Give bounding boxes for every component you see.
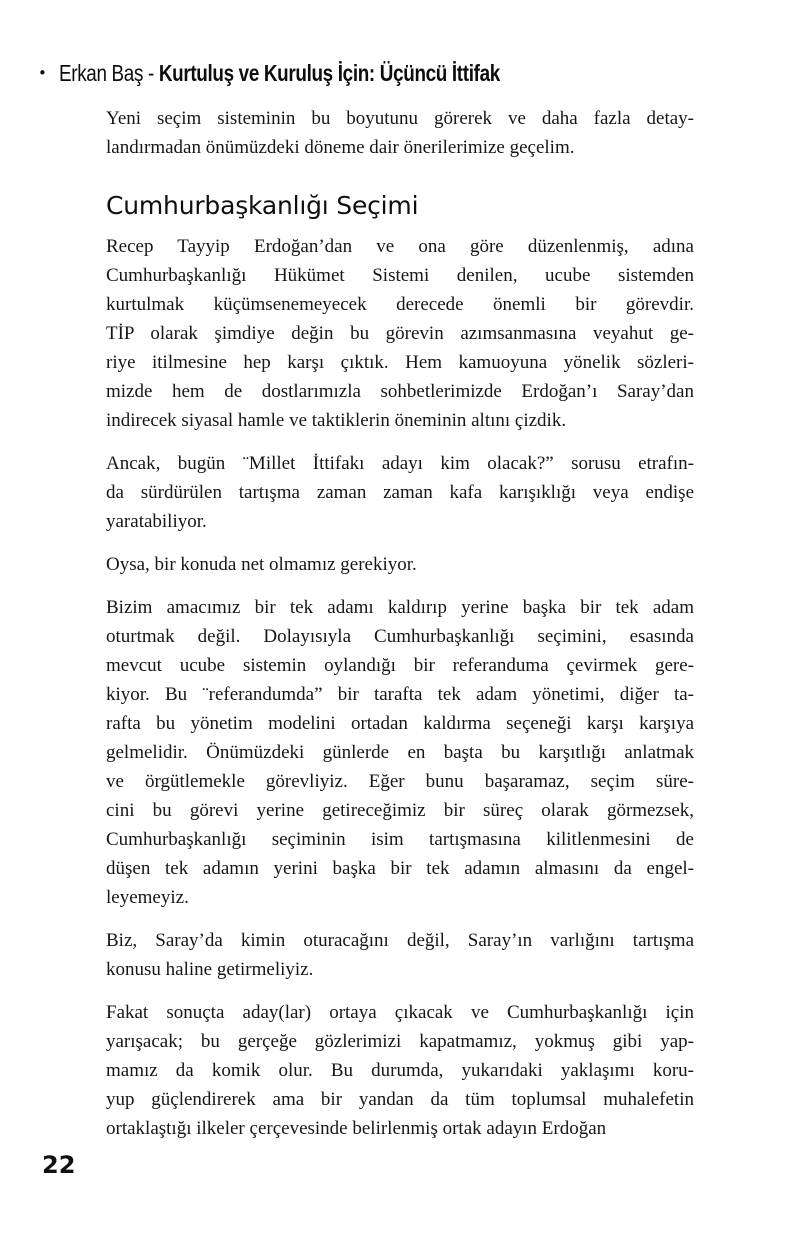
text-line: Biz, Saray’da kimin oturacağını değil, Saray’ın varlığını tartışma — [106, 930, 694, 951]
section-heading: Cumhurbaşkanlığı Seçimi — [106, 191, 419, 220]
body-paragraph — [106, 926, 694, 984]
text-line: Yeni seçim sisteminin bu boyutunu görerek ve daha fazla detay- — [106, 108, 694, 129]
text-line: yup güçlendirerek ama bir yandan da tüm toplumsal muhalefetin — [106, 1089, 694, 1110]
header-author: Erkan Baş - — [58, 60, 159, 86]
header-book-title: Kurtuluş ve Kuruluş İçin: Üçüncü İttifak — [158, 60, 500, 86]
body-paragraph — [106, 550, 694, 579]
body-paragraph — [106, 998, 694, 1143]
text-line: ortaklaştığı ilkeler çerçevesinde belirlenmiş ortak adayın Erdoğan — [106, 1118, 607, 1139]
text-line: Ancak, bugün ¨Millet İttifakı adayı kim olacak?” sorusu etrafın- — [106, 453, 694, 474]
text-line: Oysa, bir konuda net olmamız gerekiyor. — [106, 554, 417, 575]
body-paragraph — [106, 104, 694, 162]
text-line: düşen tek adamın yerini başka bir tek adamın almasını da engel- — [106, 858, 694, 879]
text-line: Fakat sonuçta aday(lar) ortaya çıkacak ve Cumhurbaşkanlığı için — [106, 1002, 694, 1023]
body-paragraph — [106, 593, 694, 912]
page-content — [106, 104, 694, 1157]
text-line: mamız da komik olur. Bu durumda, yukarıdaki yaklaşımı koru- — [106, 1060, 694, 1081]
text-line: konusu haline getirmeliyiz. — [106, 959, 314, 980]
bullet-icon: • — [38, 64, 47, 82]
text-line: ve örgütlemekle görevliyiz. Eğer bunu başaramaz, seçim süre- — [106, 771, 694, 792]
text-line: gelmelidir. Önümüzdeki günlerde en başta bu karşıtlığı anlatmak — [106, 742, 694, 763]
text-line: Cumhurbaşkanlığı seçiminin isim tartışmasına kilitlenmesini de — [106, 829, 694, 850]
text-line: mizde hem de dostlarımızla sohbetlerimizde Erdoğan’ı Saray’dan — [106, 381, 694, 402]
text-line: TİP olarak şimdiye değin bu görevin azımsanmasına veyahut ge- — [106, 323, 694, 344]
text-line: rafta bu yönetim modelini ortadan kaldırma seçeneği karşı karşıya — [106, 713, 694, 734]
text-line: Recep Tayyip Erdoğan’dan ve ona göre düzenlenmiş, adına — [106, 236, 694, 257]
text-line: kurtulmak küçümsenemeyecek derecede önemli bir görevdir. — [106, 294, 694, 315]
text-line: cini bu görevi yerine getireceğimiz bir süreç olarak görmezsek, — [106, 800, 694, 821]
text-line: leyemeyiz. — [106, 887, 189, 908]
text-line: landırmadan önümüzdeki döneme dair önerilerimize geçelim. — [106, 137, 575, 158]
text-line: oturtmak değil. Dolayısıyla Cumhurbaşkanlığı seçimini, esasında — [106, 626, 694, 647]
text-line: Bizim amacımız bir tek adamı kaldırıp yerine başka bir tek adam — [106, 597, 694, 618]
text-line: Cumhurbaşkanlığı Hükümet Sistemi denilen, ucube sistemden — [106, 265, 694, 286]
text-line: riye itilmesine hep karşı çıktık. Hem kamuoyuna yönelik sözleri- — [106, 352, 694, 373]
body-paragraph — [106, 449, 694, 536]
text-line: mevcut ucube sistemin oylandığı bir referanduma çevirmek gere- — [106, 655, 694, 676]
page-number: 22 — [42, 1151, 76, 1179]
body-paragraph — [106, 232, 694, 435]
text-line: indirecek siyasal hamle ve taktiklerin öneminin altını çizdik. — [106, 410, 567, 431]
text-line: da sürdürülen tartışma zaman zaman kafa karışıklığı veya endişe — [106, 482, 694, 503]
text-line: yaratabiliyor. — [106, 511, 207, 532]
text-line: yarışacak; bu gerçeğe gözlerimizi kapatmamız, yokmuş gibi yap- — [106, 1031, 694, 1052]
text-line: kiyor. Bu ¨referandumda” bir tarafta tek adam yönetimi, diğer ta- — [106, 684, 694, 705]
header-text — [59, 60, 500, 87]
running-header — [38, 60, 597, 87]
